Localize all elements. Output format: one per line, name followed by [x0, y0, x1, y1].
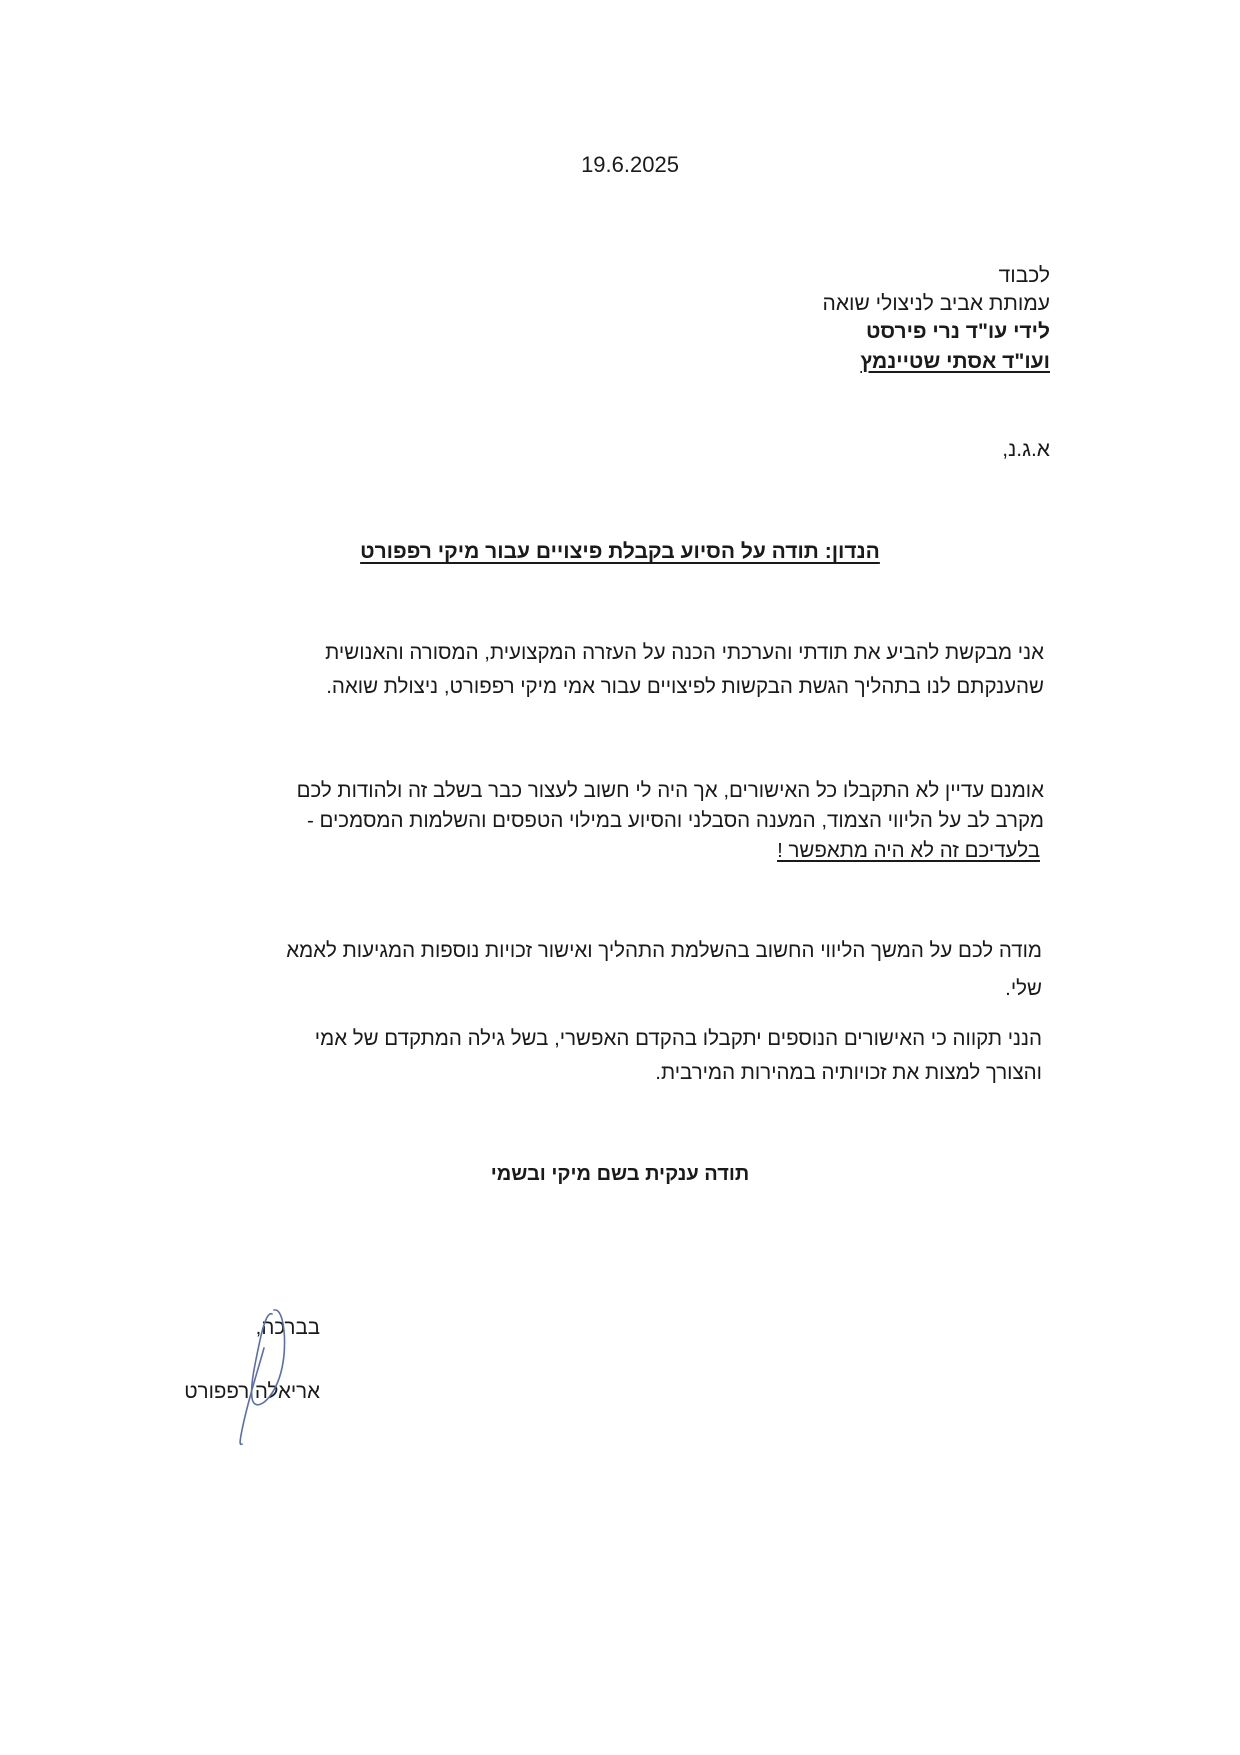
paragraph-1-line-1: אני מבקשת להביע את תודתי והערכתי הכנה על העזרה המקצועית, המסורה והאנושית	[325, 641, 1044, 664]
recipient-salutation: לכבוד	[998, 264, 1050, 287]
closing-line: תודה ענקית בשם מיקי ובשמי	[490, 1163, 750, 1185]
paragraph-2-line-1: אומנם עדיין לא התקבלו כל האישורים, אך היה לי חשוב לעצור כבר בשלב זה ולהודות לכם	[296, 779, 1044, 802]
recipient-organization: עמותת אביב לניצולי שואה	[822, 292, 1050, 315]
handwritten-signature	[224, 1300, 294, 1450]
paragraph-4-line-2: והצורך למצות את זכויותיה במהירות המירבית.	[655, 1061, 1042, 1084]
greeting: א.ג.נ,	[1002, 438, 1050, 461]
subject-line: הנדון: תודה על הסיוע בקבלת פיצויים עבור מיקי רפפורט	[360, 540, 880, 563]
paragraph-3-line-1: מודה לכם על המשך הליווי החשוב בהשלמת התהליך ואישור זכויות נוספות המגיעות לאמא	[286, 939, 1042, 962]
signoff-blessing: בברכה,	[255, 1316, 320, 1339]
letter-date: 19.6.2025	[581, 152, 679, 177]
recipient-attn-line: לידי עו"ד נרי פירסט	[865, 320, 1050, 343]
paragraph-2-line-2: מקרב לב על הליווי הצמוד, המענה הסבלני והסיוע במילוי הטפסים והשלמות המסמכים -	[306, 809, 1044, 832]
paragraph-3-line-2: שלי.	[1005, 977, 1042, 1000]
paragraph-2-line-3: בלעדיכם זה לא היה מתאפשר !	[777, 839, 1040, 862]
paragraph-4-line-1: הנני תקווה כי האישורים הנוספים יתקבלו בהקדם האפשרי, בשל גילה המתקדם של אמי	[314, 1027, 1042, 1050]
recipient-second-attn-line: ועו"ד אסתי שטיינמץ	[860, 350, 1050, 373]
signoff-name: אריאלה רפפורט	[184, 1380, 320, 1403]
paragraph-1-line-2: שהענקתם לנו בתהליך הגשת הבקשות לפיצויים עבור אמי מיקי רפפורט, ניצולת שואה.	[326, 675, 1044, 698]
